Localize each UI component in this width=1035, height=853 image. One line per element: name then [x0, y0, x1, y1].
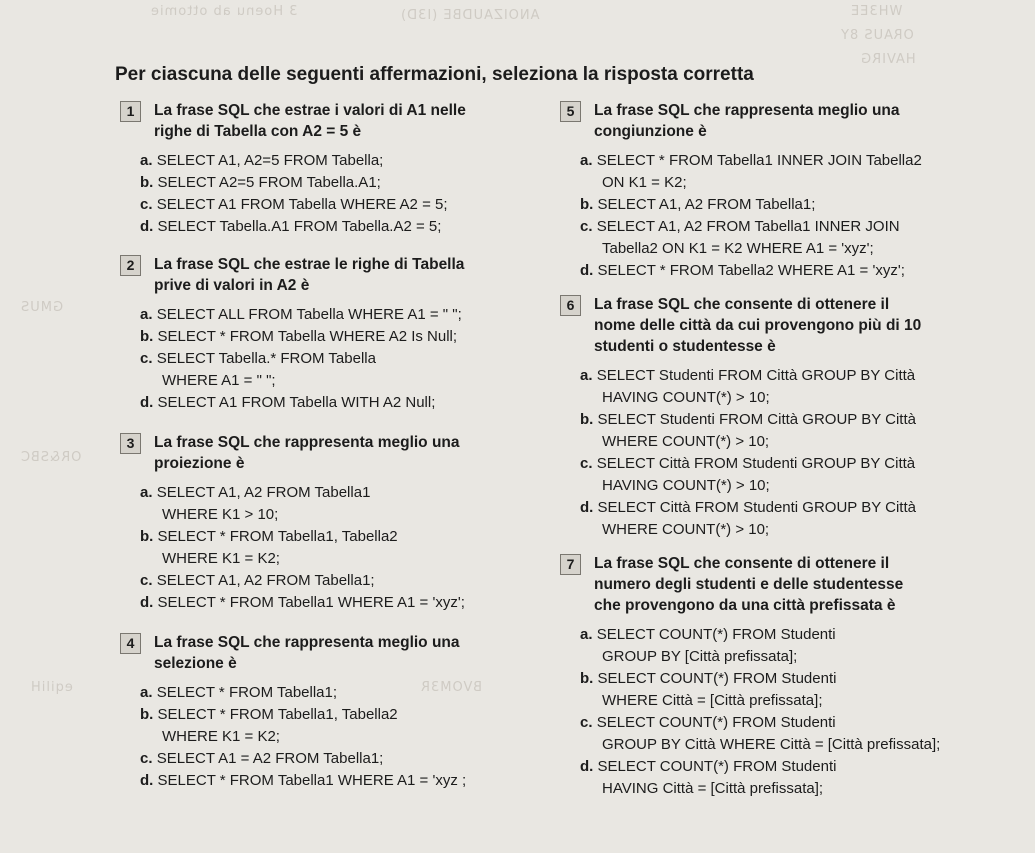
- option-c[interactable]: c. SELECT A1 = A2 FROM Tabella1;: [140, 750, 384, 767]
- options-list: [580, 365, 1030, 541]
- question-1: [120, 100, 540, 238]
- question-number: 5: [560, 101, 581, 122]
- left-column: [120, 100, 540, 806]
- option-d[interactable]: d. SELECT COUNT(*) FROM Studenti HAVING Città = [Città prefissata];: [580, 758, 837, 797]
- bleed-through-text: WH3EE: [850, 4, 903, 19]
- question-6: [560, 294, 1030, 541]
- option-c[interactable]: c. SELECT A1 FROM Tabella WHERE A2 = 5;: [140, 196, 448, 213]
- question-number: 3: [120, 433, 141, 454]
- question-text: La frase SQL che consente di ottenere il numero degli studenti e delle studentesse che provengono da una città prefissata è: [594, 555, 904, 614]
- option-c[interactable]: c. SELECT COUNT(*) FROM Studenti GROUP BY Città WHERE Città = [Città prefissata];: [580, 714, 941, 753]
- question-number: 4: [120, 633, 141, 654]
- question-text: La frase SQL che rappresenta meglio una congiunzione è: [594, 102, 900, 140]
- options-list: [140, 150, 540, 238]
- option-c[interactable]: c. SELECT A1, A2 FROM Tabella1 INNER JOIN Tabella2 ON K1 = K2 WHERE A1 = 'xyz';: [580, 218, 900, 257]
- option-a[interactable]: a. SELECT * FROM Tabella1;: [140, 684, 338, 701]
- option-a[interactable]: a. SELECT COUNT(*) FROM Studenti GROUP BY [Città prefissata];: [580, 626, 836, 665]
- option-a[interactable]: a. SELECT ALL FROM Tabella WHERE A1 = " ";: [140, 306, 462, 323]
- bleed-through-text: GMUS: [20, 300, 64, 315]
- question-4: [120, 632, 540, 792]
- option-c[interactable]: c. SELECT Città FROM Studenti GROUP BY Città HAVING COUNT(*) > 10;: [580, 455, 916, 494]
- option-d[interactable]: d. SELECT A1 FROM Tabella WITH A2 Null;: [140, 394, 436, 411]
- question-text: La frase SQL che estrae le righe di Tabella prive di valori in A2 è: [154, 256, 465, 294]
- question-number: 1: [120, 101, 141, 122]
- bleed-through-text: OR&SBC: [20, 450, 82, 465]
- option-a[interactable]: a. SELECT * FROM Tabella1 INNER JOIN Tabella2 ON K1 = K2;: [580, 152, 922, 191]
- option-b[interactable]: b. SELECT A2=5 FROM Tabella.A1;: [140, 174, 381, 191]
- bleed-through-text: BVOM3R: [420, 680, 482, 695]
- bleed-through-text: ORAUS 8Y: [840, 28, 914, 43]
- bleed-through-text: 3 Hoenu ab ottomie: [150, 4, 298, 19]
- option-b[interactable]: b. SELECT * FROM Tabella1, Tabella2 WHERE K1 = K2;: [140, 528, 398, 567]
- option-b[interactable]: b. SELECT COUNT(*) FROM Studenti WHERE Città = [Città prefissata];: [580, 670, 837, 709]
- bleed-through-text: eqiliH: [30, 680, 73, 695]
- question-7: [560, 553, 1030, 800]
- option-a[interactable]: a. SELECT A1, A2 FROM Tabella1 WHERE K1 > 10;: [140, 484, 371, 523]
- option-b[interactable]: b. SELECT A1, A2 FROM Tabella1;: [580, 196, 816, 213]
- bleed-through-text: HAVIRG: [860, 52, 916, 67]
- option-d[interactable]: d. SELECT Tabella.A1 FROM Tabella.A2 = 5;: [140, 218, 442, 235]
- option-a[interactable]: a. SELECT A1, A2=5 FROM Tabella;: [140, 152, 384, 169]
- option-b[interactable]: b. SELECT * FROM Tabella WHERE A2 Is Null;: [140, 328, 458, 345]
- question-number: 2: [120, 255, 141, 276]
- question-5: [560, 100, 1030, 282]
- option-d[interactable]: d. SELECT * FROM Tabella1 WHERE A1 = 'xyz';: [140, 594, 465, 611]
- option-b[interactable]: b. SELECT * FROM Tabella1, Tabella2 WHERE K1 = K2;: [140, 706, 398, 745]
- option-c[interactable]: c. SELECT A1, A2 FROM Tabella1;: [140, 572, 375, 589]
- options-list: [580, 624, 1030, 800]
- page-title: Per ciascuna delle seguenti affermazioni, seleziona la risposta corretta: [115, 64, 754, 85]
- question-3: [120, 432, 540, 614]
- option-b[interactable]: b. SELECT Studenti FROM Città GROUP BY Città WHERE COUNT(*) > 10;: [580, 411, 916, 450]
- options-list: [580, 150, 1030, 282]
- bleed-through-text: ANOIZAUDBE (I3D): [400, 8, 540, 23]
- options-list: [140, 482, 540, 614]
- options-list: [140, 304, 540, 414]
- right-column: [560, 100, 1030, 814]
- question-2: [120, 254, 540, 414]
- option-d[interactable]: d. SELECT Città FROM Studenti GROUP BY Città WHERE COUNT(*) > 10;: [580, 499, 916, 538]
- question-text: La frase SQL che consente di ottenere il nome delle città da cui provengono più di 10 studenti o studentesse è: [594, 296, 922, 355]
- option-a[interactable]: a. SELECT Studenti FROM Città GROUP BY Città HAVING COUNT(*) > 10;: [580, 367, 916, 406]
- question-number: 7: [560, 554, 581, 575]
- question-number: 6: [560, 295, 581, 316]
- question-text: La frase SQL che rappresenta meglio una proiezione è: [154, 434, 460, 472]
- option-c[interactable]: c. SELECT Tabella.* FROM Tabella WHERE A1 = " ";: [140, 350, 376, 389]
- question-text: La frase SQL che rappresenta meglio una selezione è: [154, 634, 460, 672]
- options-list: [140, 682, 540, 792]
- option-d[interactable]: d. SELECT * FROM Tabella2 WHERE A1 = 'xyz';: [580, 262, 905, 279]
- option-d[interactable]: d. SELECT * FROM Tabella1 WHERE A1 = 'xyz ;: [140, 772, 467, 789]
- question-text: La frase SQL che estrae i valori di A1 nelle righe di Tabella con A2 = 5 è: [154, 102, 466, 140]
